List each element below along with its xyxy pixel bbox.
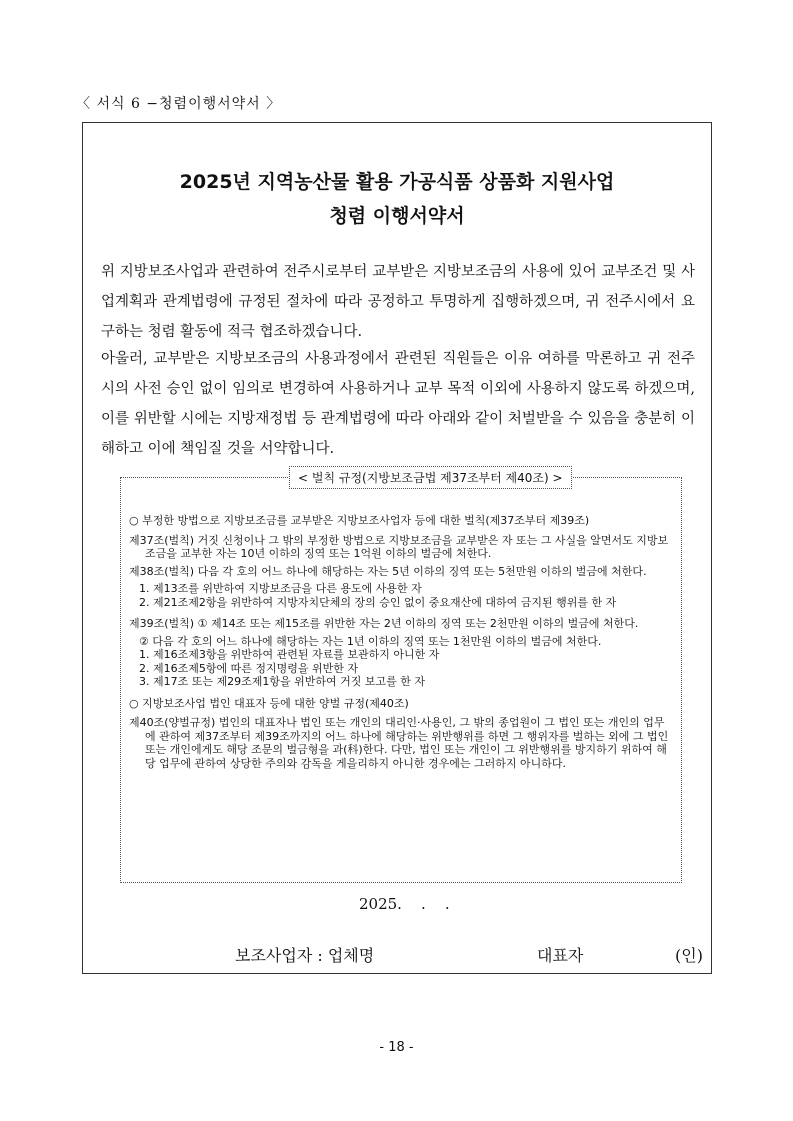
document-title: 2025년 지역농산물 활용 가공식품 상품화 지원사업: [179, 171, 615, 193]
article-38-item-2: 2. 제21조제2항을 위반하여 지방자치단체의 장의 승인 없이 중요재산에 대하여 금지된 행위를 한 자: [139, 595, 617, 609]
article-38-item-1: 1. 제13조를 위반하여 지방보조금을 다른 용도에 사용한 자: [139, 582, 422, 595]
article-37: 제37조(벌칙) 거짓 신청이나 그 밖의 부정한 방법으로 지방보조금을 교부받은 자 또는 그 사실을 알면서도 지방보조금을 교부한 자는 10년 이하의 징역 또는 1억원 이하의 벌금에 처한다.: [129, 533, 669, 560]
pledge-form: [82, 122, 712, 974]
page-number: - 18 -: [379, 1040, 414, 1055]
representative-label: 대표자: [537, 946, 584, 965]
pledge-paragraph-2: 아울러, 교부받은 지방보조금의 사용과정에서 관련된 직원들은 이유 여하를 막론하고 귀 전주시의 사전 승인 없이 임의로 변경하여 사용하거나 교부 목적 이외에 사용하지 않도록 하겠으며, 이를 위반할 시에는 지방재정법 등 관계법령에 따라 아래와 같이 처벌받을 수 있음을 충분히 이해하고 이에 책임질 것을 서약합니다.: [101, 351, 695, 457]
article-38: 제38조(벌칙) 다음 각 호의 어느 하나에 해당하는 자는 5년 이하의 징역 또는 5천만원 이하의 벌금에 처한다.: [129, 564, 647, 578]
article-39-item-1: 1. 제16조제3항을 위반하여 관련된 자료를 보관하지 아니한 자: [139, 648, 440, 661]
section-heading-penalties: ○ 부정한 방법으로 지방보조금를 교부받은 지방보조사업자 등에 대한 벌칙(제37조부터 제39조): [129, 514, 590, 527]
penalty-box-title: < 벌칙 규정(지방보조금법 제37조부터 제40조) >: [289, 466, 572, 489]
seal-mark: (인): [675, 946, 703, 965]
article-39: 제39조(벌칙) ① 제14조 또는 제15조를 위반한 자는 2년 이하의 징역 또는 2천만원 이하의 벌금에 처한다.: [129, 617, 639, 630]
business-name-label: 보조사업자 : 업체명: [235, 946, 375, 965]
form-label: 〈 서식 6 −청렴이행서약서 〉: [76, 96, 282, 112]
penalty-regulations-box: [120, 471, 682, 883]
section-heading-joint-penalty: ○ 지방보조사업 법인 대표자 등에 대한 양벌 규정(제40조): [129, 696, 409, 710]
penalty-box-content: [129, 514, 675, 774]
article-39-paragraph-2: ② 다음 각 호의 어느 하나에 해당하는 자는 1년 이하의 징역 또는 1천만원 이하의 벌금에 처한다.: [139, 634, 602, 648]
article-39-item-3: 3. 제17조 또는 제29조제1항을 위반하여 거짓 보고를 한 자: [139, 675, 425, 688]
article-40: 제40조(양벌규정) 법인의 대표자나 법인 또는 개인의 대리인·사용인, 그 밖의 종업원이 그 법인 또는 개인의 업무에 관하여 제37조부터 제39조까지의 어느 하나에 해당하는 위반행위를 하면 그 행위자를 벌하는 외에 그 법인 또는 개인에게도 해당 조문의 벌금형을 과(科)한다. 다만, 법인 또는 개인이 그 위반행위를 방지하기 위하여 해당 업무에 관하여 상당한 주의와 감독을 게을리하지 아니한 경우에는 그러하지 아니하다.: [129, 716, 669, 770]
pledge-paragraph-1: 위 지방보조사업과 관련하여 전주시로부터 교부받은 지방보조금의 사용에 있어 교부조건 및 사업계획과 관계법령에 규정된 절차에 따라 공정하고 투명하게 집행하겠으며, 귀 전주시에서 요구하는 청렴 활동에 적극 협조하겠습니다.: [101, 264, 695, 340]
document-subtitle: 청렴 이행서약서: [329, 205, 465, 227]
date-field: 2025. . .: [359, 895, 450, 913]
article-39-item-2: 2. 제16조제5항에 따른 정지명령을 위반한 자: [139, 661, 358, 675]
